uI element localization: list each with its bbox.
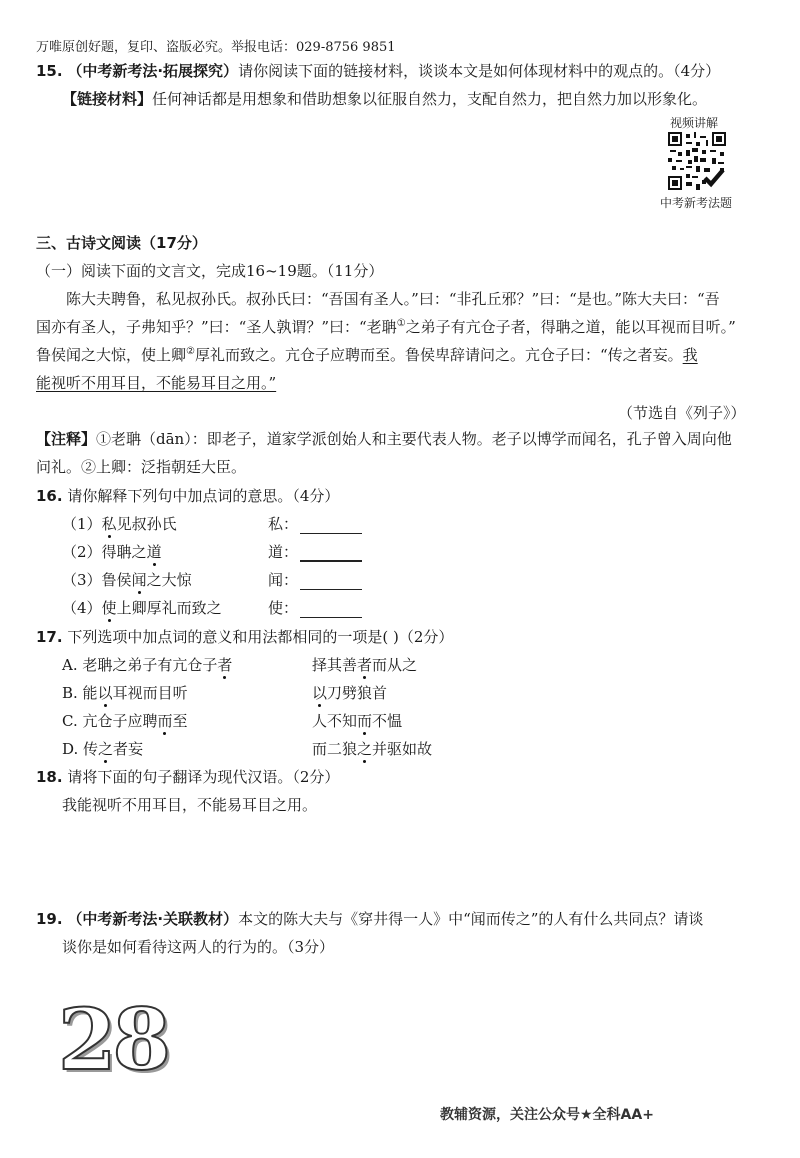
dotted-word: 闻 [131,571,147,589]
link-material [62,88,707,109]
q16-item-3: （3）鲁侯闻之大惊 [62,571,192,589]
answer-blank[interactable] [300,575,362,590]
q16-item-2: （2）得聃之道 [62,543,162,561]
link-material-label: 【链接材料】 [62,90,153,108]
q16-item-4: （4）使上卿厚礼而致之 [62,599,222,617]
q16-answer-4[interactable]: 使： [268,597,362,618]
footnote-ref-2: ② [186,346,195,357]
question-text: 请你解释下列句中加点词的意思。（4分） [67,487,340,505]
q17-option-a[interactable]: A. 老聃之弟子有亢仓子者 [62,656,233,674]
q16-answer-1[interactable]: 私： [268,513,362,534]
passage-line-4-underlined: 能视听不用耳目，不能易耳目之用。” [36,374,277,392]
question-text: 请你阅读下面的链接材料，谈谈本文是如何体现材料中的观点的。（4分） [238,62,721,80]
video-caption: 中考新考法题 [660,196,733,210]
dotted-word: 道 [146,543,162,561]
footnote-ref-1: ① [396,318,406,329]
question-17 [36,626,453,647]
dotted-word: 使 [101,599,117,617]
q17-option-c[interactable]: C. 亢仓子应聘而至 [62,712,188,730]
q16-answer-2[interactable]: 道： [268,541,362,562]
question-number: 18. [36,768,63,786]
qr-code-icon[interactable] [668,132,726,190]
question-15 [36,60,720,81]
answer-blank[interactable] [300,546,362,562]
section-title: 三、古诗文阅读（17分） [36,234,207,252]
question-text: 请将下面的句子翻译为现代汉语。（2分） [67,768,340,786]
q16-item-1: （1）私见叔孙氏 [62,515,177,533]
page-number: 28 [58,990,167,1089]
question-number: 15. [36,62,63,80]
question-number: 17. [36,628,63,646]
passage-line-2: 国亦有圣人，子弗知乎？”曰：“圣人孰谓？”曰：“老聃①之弟子有亢仓子者，得聃之道，能以耳视而目听。” [36,318,736,336]
question-text: 下列选项中加点词的意义和用法都相同的一项是( )（2分） [67,628,454,646]
passage-line-3: 鲁侯闻之大惊，使上卿②厚礼而致之。亢仓子应聘而至。鲁侯卑辞请问之。亢仓子曰：“传之者妄。我 [36,346,698,364]
copyright-notice: 万唯原创好题，复印、盗版必究。举报电话：029-8756 9851 [36,40,396,55]
passage-source: （节选自《列子》） [618,404,746,422]
answer-blank[interactable] [300,603,362,618]
q17-option-b[interactable]: B. 能以耳视而目听 [62,684,188,702]
q17-option-d-compare: 而二狼之并驱如故 [312,740,433,758]
footer-watermark: 教辅资源，关注公众号★全科AA+ [440,1107,654,1123]
dotted-word: 私 [101,515,117,533]
q16-answer-3[interactable]: 闻： [268,569,362,590]
notes-line-2: 问礼。②上卿：泛指朝廷大臣。 [36,458,247,476]
part-title: （一）阅读下面的文言文，完成16~19题。（11分） [36,262,384,280]
question-18 [36,766,339,787]
q18-sentence: 我能视听不用耳目，不能易耳目之用。 [62,796,318,814]
question-19 [36,908,703,929]
question-tag: （中考新考法·拓展探究） [67,62,239,80]
question-16 [36,485,339,506]
q17-option-d[interactable]: D. 传之者妄 [62,740,144,758]
video-label: 视频讲解 [670,116,719,130]
answer-blank[interactable] [300,519,362,534]
question-text: 本文的陈大夫与《穿井得一人》中“闻而传之”的人有什么共同点？请谈 [238,910,704,928]
notes-label: 【注释】 [36,430,97,448]
q18-answer-area[interactable] [62,822,742,892]
notes-line-1: 【注释】①老聃（dān）：即老子，道家学派创始人和主要代表人物。老子以博学而闻名，孔子曾入周向他 [36,430,732,448]
q17-option-b-compare: 以刀劈狼首 [312,684,388,702]
q17-option-a-compare: 择其善者而从之 [312,656,418,674]
question-number: 19. [36,910,63,928]
question-tag: （中考新考法·关联教材） [67,910,239,928]
question-number: 16. [36,487,63,505]
question-19-line-2: 谈你是如何看待这两人的行为的。（3分） [62,938,335,956]
underlined-sentence-start: 我 [682,346,698,364]
passage-line-1: 陈大夫聘鲁，私见叔孙氏。叔孙氏曰：“吾国有圣人。”曰：“非孔丘邪？”曰：“是也。”陈大夫曰：“吾 [66,290,720,308]
q17-option-c-compare: 人不知而不愠 [312,712,403,730]
link-material-text: 任何神话都是用想象和借助想象以征服自然力，支配自然力，把自然力加以形象化。 [152,90,708,108]
